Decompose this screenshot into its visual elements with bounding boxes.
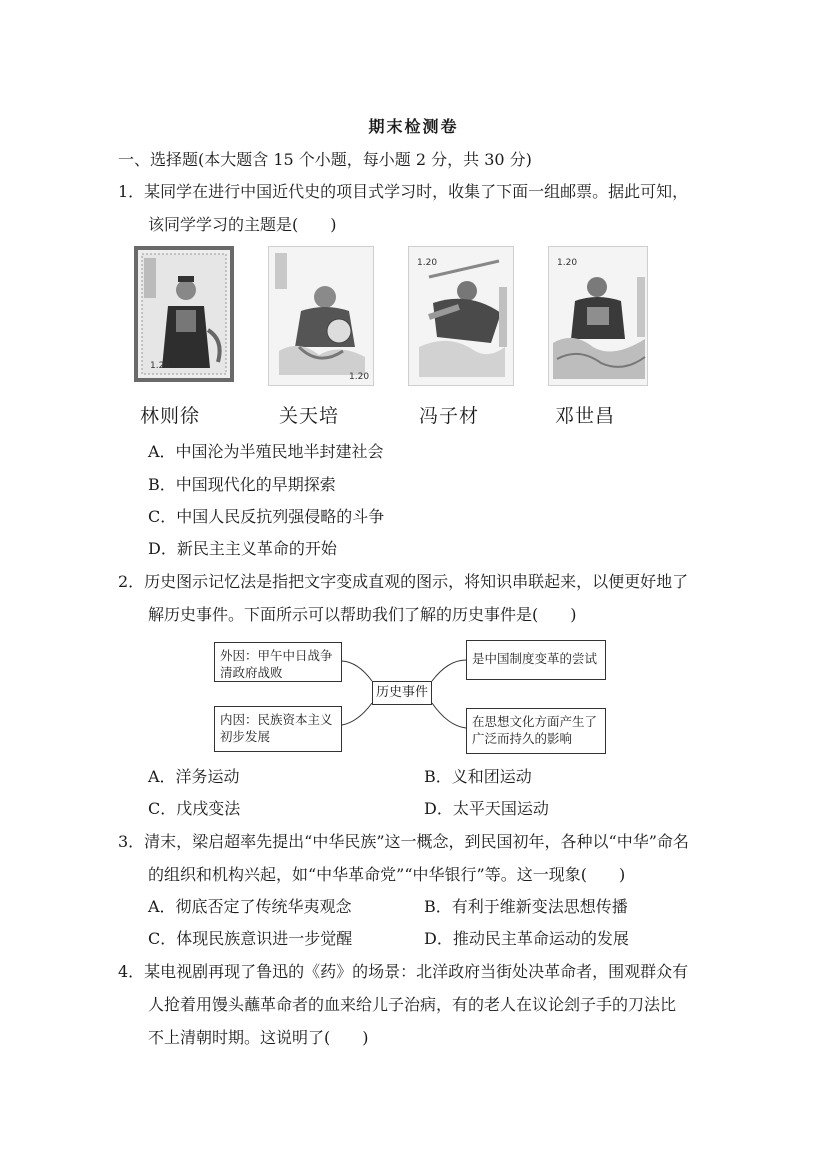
stamp-name-deng-shichang: 邓世昌 (555, 405, 616, 427)
q4-stem-line1: 4．某电视剧再现了鲁迅的《药》的场景：北洋政府当街处决革命者，围观群众有 (118, 962, 689, 981)
q1-option-c[interactable]: C．中国人民反抗列强侵略的斗争 (148, 507, 385, 526)
q2-option-b[interactable]: B．义和团运动 (424, 767, 532, 786)
stamp-value: 1.20 (150, 361, 171, 371)
q1-stem-line2: 该同学学习的主题是( ) (148, 215, 337, 234)
diagram-box-internal-cause (214, 706, 342, 752)
diagram-box-text: 是中国制度变革的尝试 (472, 651, 598, 666)
diagram-box-external-cause (214, 642, 342, 682)
q2-stem-line2: 解历史事件。下面所示可以帮助我们了解的历史事件是( ) (148, 605, 577, 624)
q1-option-a[interactable]: A．中国沦为半殖民地半封建社会 (148, 442, 384, 461)
diagram-box-influence (466, 708, 606, 754)
q1-option-b[interactable]: B．中国现代化的早期探索 (148, 475, 336, 494)
q1-stem-line1: 1．某同学在进行中国近代史的项目式学习时，收集了下面一组邮票。据此可知， (118, 182, 689, 201)
diagram-box-text: 外因：甲午中日战争 (220, 648, 333, 663)
stamp-name-guan-tianpei: 关天培 (279, 405, 340, 427)
q3-option-b[interactable]: B．有利于维新变法思想传播 (424, 897, 628, 916)
q2-option-c[interactable]: C．戊戌变法 (148, 799, 241, 818)
q3-stem-line1: 3．清末，梁启超率先提出“中华民族”这一概念，到民国初年，各种以“中华”命名 (118, 832, 689, 851)
q2-option-a[interactable]: A．洋务运动 (148, 767, 240, 786)
section-heading: 一、选择题(本大题含 15 个小题，每小题 2 分，共 30 分) (118, 150, 532, 169)
diagram-box-text: 在思想文化方面产生了 (472, 714, 598, 729)
diagram-center-event: 历史事件 (372, 681, 432, 705)
q3-option-c[interactable]: C．体现民族意识进一步觉醒 (148, 929, 353, 948)
q2-stem-line1: 2．历史图示记忆法是指把文字变成直观的图示，将知识串联起来，以便更好地了 (118, 572, 689, 591)
q3-option-a[interactable]: A．彻底否定了传统华夷观念 (148, 897, 352, 916)
page-title: 期末检测卷 (368, 117, 459, 136)
diagram-box-text: 清政府战败 (220, 665, 283, 680)
q1-option-d[interactable]: D．新民主主义革命的开始 (148, 539, 337, 558)
stamp-name-feng-zicai: 冯子材 (419, 405, 480, 427)
diagram-box-significance (466, 640, 606, 680)
diagram-box-text: 初步发展 (220, 729, 271, 744)
q3-stem-line2: 的组织和机构兴起，如“中华革命党”“中华银行”等。这一现象( ) (148, 865, 626, 884)
q4-stem-line3: 不上清朝时期。这说明了( ) (148, 1028, 369, 1047)
q2-option-d[interactable]: D．太平天国运动 (424, 799, 549, 818)
q4-stem-line2: 人抢着用馒头蘸革命者的血来给儿子治病，有的老人在议论刽子手的刀法比 (148, 995, 677, 1014)
diagram-box-text: 广泛而持久的影响 (472, 731, 573, 746)
stamp-value: 1.20 (417, 258, 438, 268)
q3-option-d[interactable]: D．推动民主革命运动的发展 (424, 929, 629, 948)
stamp-name-lin-zexu: 林则徐 (140, 405, 201, 427)
stamp-value: 1.20 (349, 372, 370, 382)
stamp-value: 1.20 (557, 258, 578, 268)
diagram-box-text: 内因：民族资本主义 (220, 712, 333, 727)
